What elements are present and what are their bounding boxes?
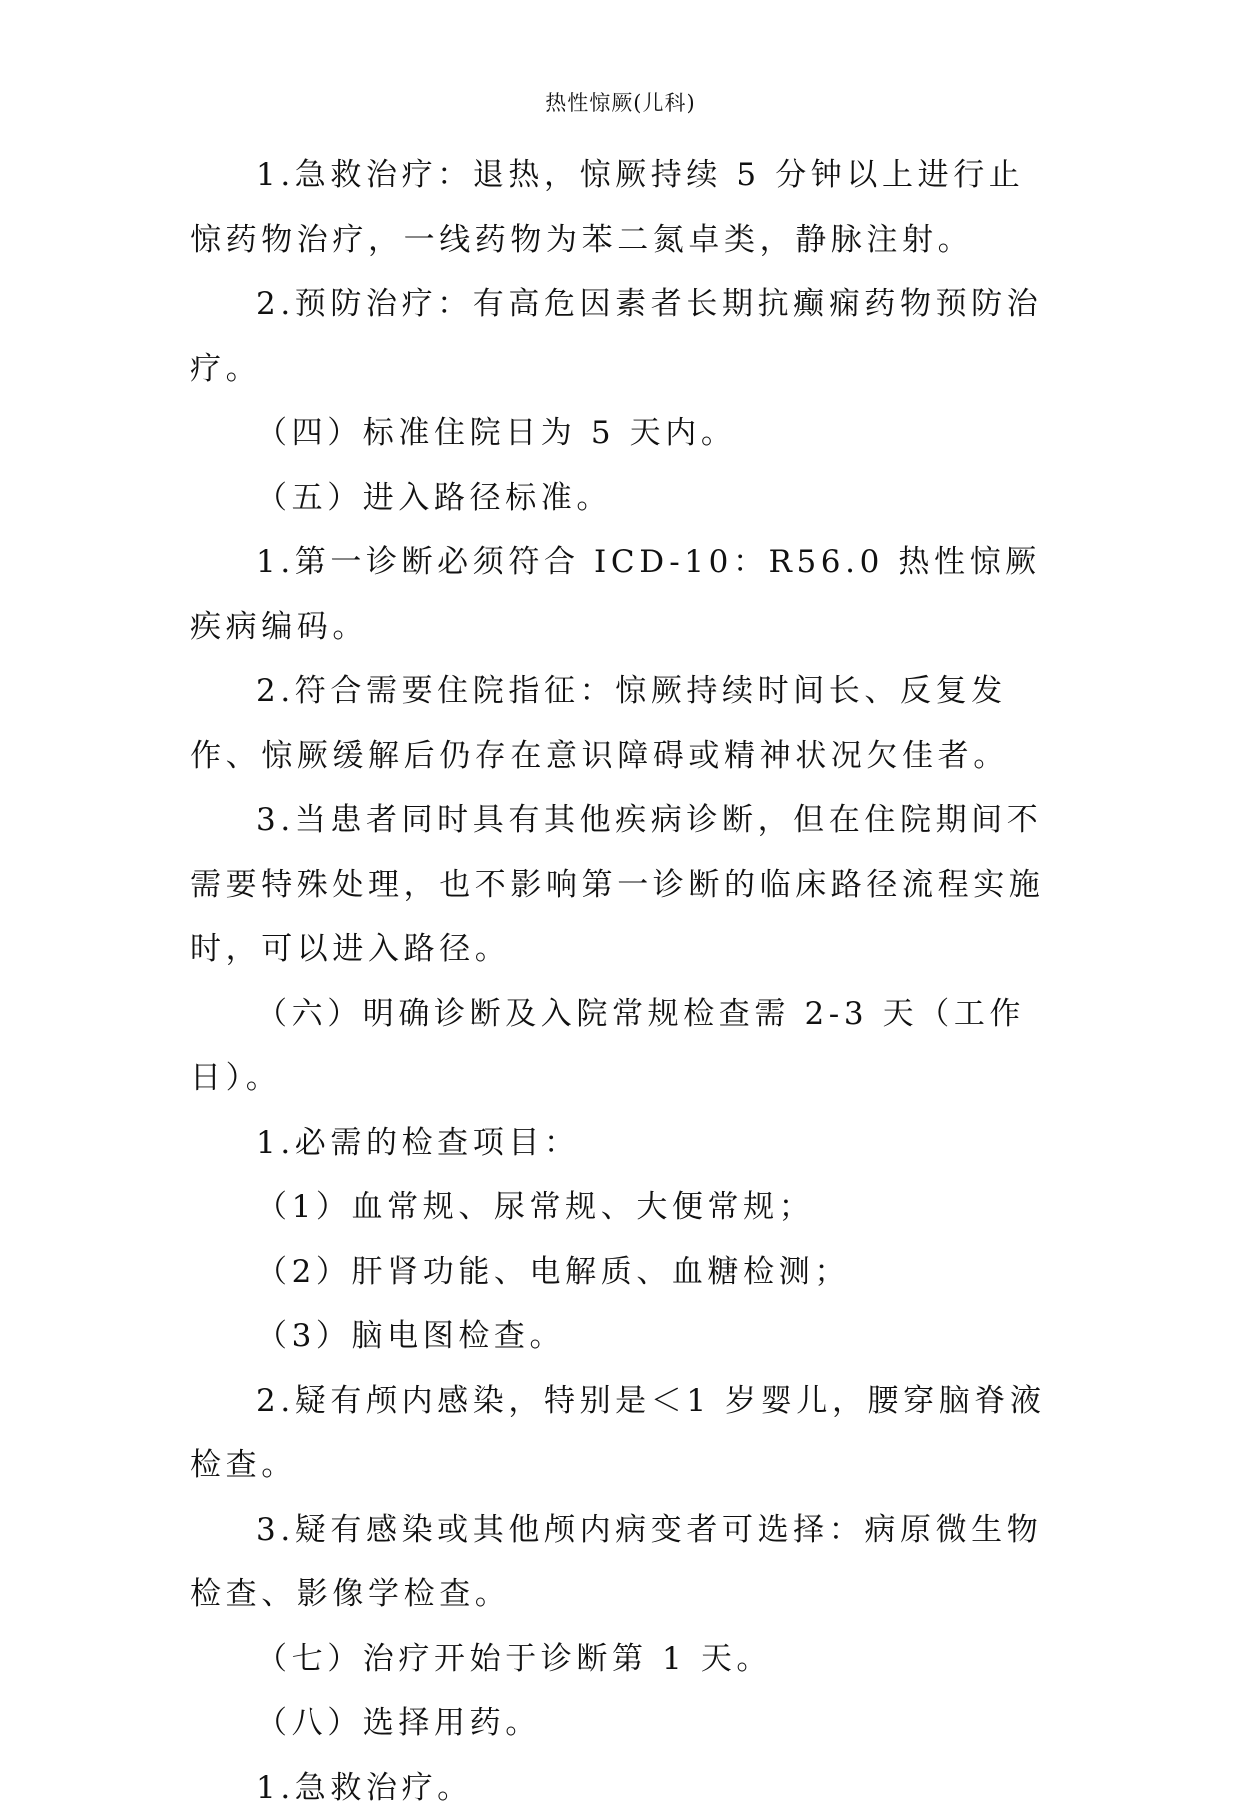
section-treatment-start: （七）治疗开始于诊断第 1 天。 (190, 1627, 1052, 1692)
paragraph-emergency-treatment-heading: 1.急救治疗。 (190, 1756, 1052, 1820)
document-body (190, 143, 1052, 1820)
section-hospital-stay: （四）标准住院日为 5 天内。 (190, 401, 1052, 466)
paragraph-first-diagnosis: 1.第一诊断必须符合 ICD-10：R56.0 热性惊厥疾病编码。 (190, 530, 1052, 659)
paragraph-required-exams: 1.必需的检查项目： (190, 1111, 1052, 1176)
paragraph-emergency-treatment: 1.急救治疗：退热，惊厥持续 5 分钟以上进行止惊药物治疗，一线药物为苯二氮卓类，静脉注射。 (190, 143, 1052, 272)
list-item-exam-3: （3）脑电图检查。 (190, 1304, 1052, 1369)
section-pathway-criteria: （五）进入路径标准。 (190, 466, 1052, 531)
running-header: 热性惊厥(儿科) (0, 90, 1241, 116)
paragraph-preventive-treatment: 2.预防治疗：有高危因素者长期抗癫痫药物预防治疗。 (190, 272, 1052, 401)
list-item-exam-1: （1）血常规、尿常规、大便常规； (190, 1175, 1052, 1240)
section-diagnosis-exams: （六）明确诊断及入院常规检查需 2-3 天（工作日）。 (190, 982, 1052, 1111)
paragraph-admission-indication: 2.符合需要住院指征：惊厥持续时间长、反复发作、惊厥缓解后仍存在意识障碍或精神状况欠佳者。 (190, 659, 1052, 788)
section-medication: （八）选择用药。 (190, 1691, 1052, 1756)
list-item-exam-2: （2）肝肾功能、电解质、血糖检测； (190, 1240, 1052, 1305)
paragraph-lumbar-puncture: 2.疑有颅内感染，特别是＜1 岁婴儿，腰穿脑脊液检查。 (190, 1369, 1052, 1498)
paragraph-comorbidity: 3.当患者同时具有其他疾病诊断，但在住院期间不需要特殊处理，也不影响第一诊断的临床路径流程实施时，可以进入路径。 (190, 788, 1052, 982)
paragraph-optional-exams: 3.疑有感染或其他颅内病变者可选择：病原微生物检查、影像学检查。 (190, 1498, 1052, 1627)
